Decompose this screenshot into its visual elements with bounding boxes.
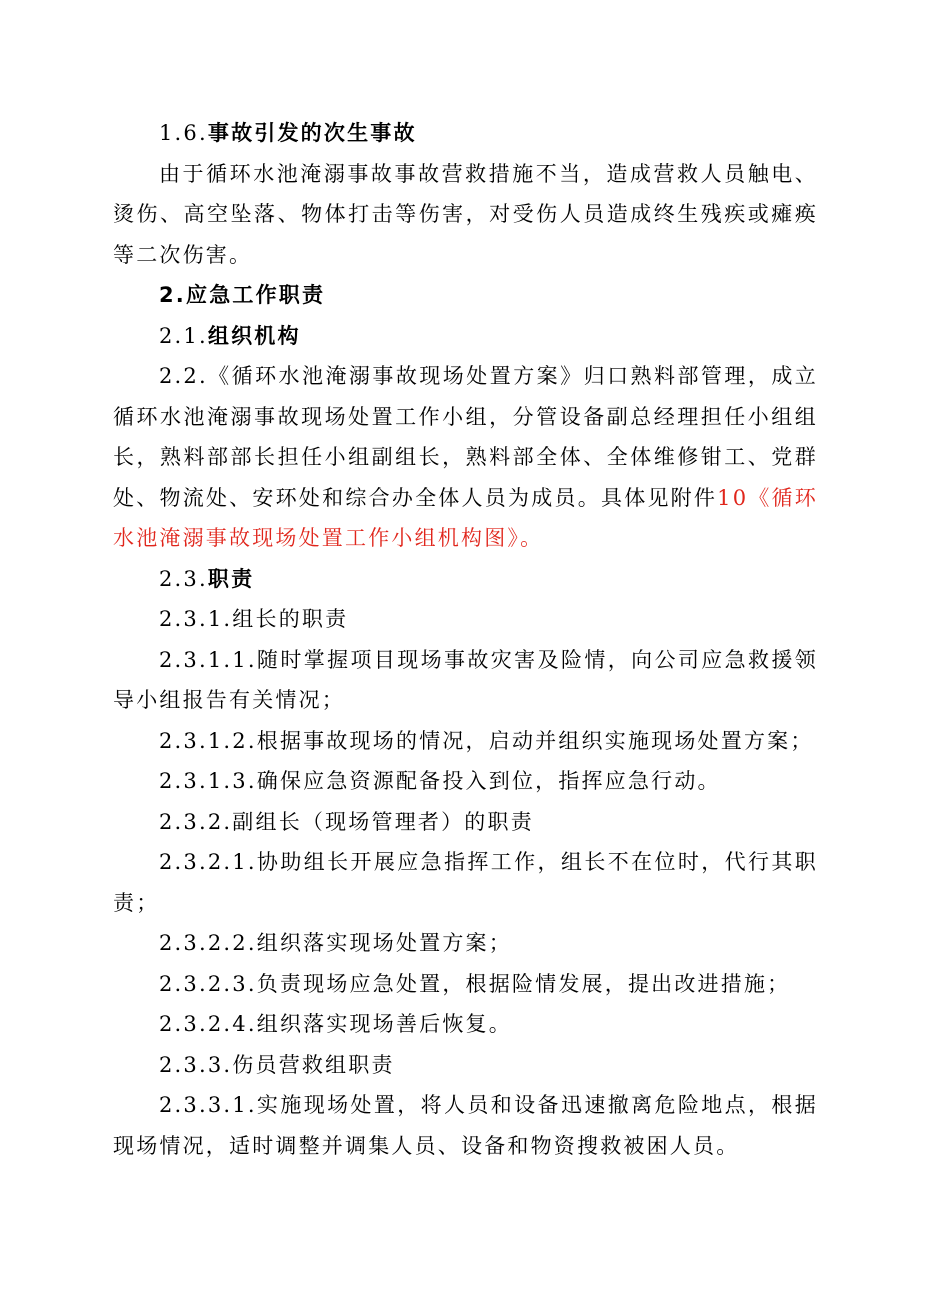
heading-2-3-number: 2.3. (159, 566, 208, 591)
heading-1-6 (113, 113, 818, 154)
paragraph-1-6: 由于循环水池淹溺事故事故营救措施不当，造成营救人员触电、烫伤、高空坠落、物体打击等伤害，对受伤人员造成终生残疾或瘫痪等二次伤害。 (113, 161, 818, 267)
item-2-3-2-3: 2.3.2.3.负责现场应急处置，根据险情发展，提出改进措施； (159, 971, 791, 996)
item-2-3-1: 2.3.1.组长的职责 (159, 607, 349, 631)
heading-2-1-number: 2.1. (159, 323, 208, 348)
item-2-3-1-1: 2.3.1.1.随时掌握项目现场事故灾害及险情，向公司应急救援领导小组报告有关情况； (113, 647, 818, 712)
item-2-3-1-2: 2.3.1.2.根据事故现场的情况，启动并组织实施现场处置方案； (159, 728, 814, 753)
paragraph-2-2-text: 2.2.《循环水池淹溺事故现场处置方案》归口熟料部管理，成立循环水池淹溺事故现场处置工作小组，分管设备副总经理担任小组组长，熟料部部长担任小组副组长，熟料部全体、全体维修钳工、党群处、物流处、安环处和综合办全体人员为成员。具体见附件 (113, 364, 818, 510)
appendix-reference-link: 10《循环水池淹溺事故现场处置工作小组机构图》。 (113, 485, 818, 550)
item-2-3-2-1: 2.3.2.1.协助组长开展应急指挥工作，组长不在位时，代行其职责； (113, 850, 818, 915)
paragraph-2-2 (113, 356, 818, 559)
heading-1-6-number: 1.6. (159, 121, 208, 145)
document-body (113, 113, 818, 1166)
heading-2-3 (113, 559, 818, 600)
item-2-3-2: 2.3.2.副组长（现场管理者）的职责 (159, 809, 534, 834)
heading-2-3-title: 职责 (207, 566, 255, 591)
item-2-3-3-1: 2.3.3.1.实施现场处置，将人员和设备迅速撤离危险地点，根据现场情况，适时调整并调集人员、设备和物资搜救被困人员。 (113, 1093, 818, 1158)
item-2-3-1-3: 2.3.1.3.确保应急资源配备投入到位，指挥应急行动。 (159, 769, 721, 793)
heading-2-1 (113, 316, 818, 357)
heading-2-1-title: 组织机构 (207, 323, 301, 348)
item-2-3-2-4: 2.3.2.4.组织落实现场善后恢复。 (159, 1012, 512, 1036)
item-2-3-3: 2.3.3.伤员营救组职责 (159, 1052, 395, 1077)
item-2-3-2-2: 2.3.2.2.组织落实现场处置方案； (159, 931, 512, 955)
heading-2: 2.应急工作职责 (159, 283, 326, 307)
heading-1-6-title: 事故引发的次生事故 (207, 121, 417, 145)
